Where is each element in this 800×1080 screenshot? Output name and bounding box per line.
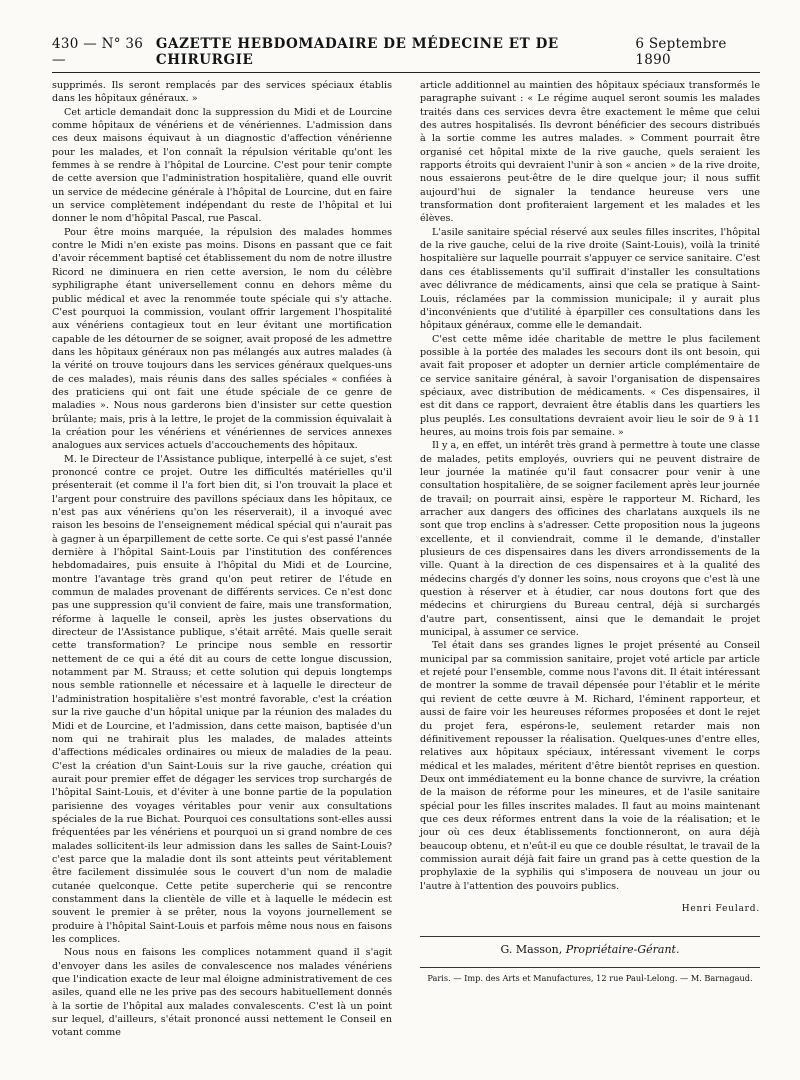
left-column (52, 79, 392, 1040)
author-signature: Henri Feulard. (681, 903, 760, 914)
article-paragraph: Il y a, en effet, un intérêt très grand à permettre à toute une classe de malades, petits employés, ouvriers qui ne peuvent distraire de leur journée la matinée qu'il faut consacrer pour venir à une consultation hospitalière, de se soigner facilement après leur journée de travail; on pourrait ainsi, espère le rapporteur M. Richard, les arracher aux dangers des officines des charlatans auxquels ils ne sont que trop enclins à s'adresser. Cette proposition nous la jugeons excellente, et il conviendrait, comme il le demande, d'installer plusieurs de ces dispensaires dans les divers arrondissements de la ville. Quant à la direction de ces dispensaires et à la qualité des médecins chargés d'y donner les soins, nous croyons que c'est là une question à réserver et à étudier, car nous doutons fort que des médecins et chirurgiens du Bureau central, déjà si surchargés d'autre part, consentissent, ainsi que le demandait le projet municipal, à assumer ce service. (420, 440, 760, 639)
article-paragraph: Nous nous en faisons les complices notamment quand il s'agit d'envoyer dans les asiles de convalescence nos malades vénériens que l'indication exacte de leur mal éloigne administrativement de ces asiles, quand elle ne les prive pas des secours habituellement donnés à la sortie de l'hôpital aux malades convalescents. C'est là un point sur lequel, d'ailleurs, s'était prononcé aussi nettement le Conseil en votant comme (52, 947, 392, 1039)
manager-name: G. Masson, (500, 943, 563, 957)
page-number: 430 — N° 36 — (52, 36, 144, 68)
article-paragraph: L'asile sanitaire spécial réservé aux seules filles inscrites, l'hôpital de la rive gauche, celui de la rive droite (Saint-Louis), voilà la trinité hospitalière sur laquelle pourrait s'appuyer ce service sanitaire. C'est dans ces établissements qu'il suffirait d'installer les consultations avec délivrance de médicaments, ainsi que cela se pratique à Saint-Louis, réclamées par la commission municipale; il y aurait plus d'inconvénients que d'utilité à éparpiller ces consultations dans les hôpitaux généraux, comme elle le demandait. (420, 226, 760, 332)
footer-rule (420, 936, 760, 937)
manager-line (420, 943, 760, 956)
manager-title: Propriétaire-Gérant. (565, 943, 680, 957)
article-paragraph: Pour être moins marquée, la répulsion des malades hommes contre le Midi n'en existe pas moins. Disons en passant que ce fait d'avoir récemment baptisé cet établissement du nom de notre illustre Ricord ne diminuera en rien cette aversion, le nom du célèbre syphiligraphe étant universellement connu en dehors même du public médical et avec la renommée toute spéciale qui s'y attache. C'est pourquoi la commission, voulant offrir largement l'hospitalité aux vénériens contagieux tout en leur évitant une mortification capable de les détourner de se soigner, avait proposé de les admettre dans les hôpitaux généraux non pas mélangés aux autres malades (à la vérité on trouve toujours dans les services généraux quelques-uns de ces malades), mais réunis dans des salles spéciales « confiées à des praticiens qui ont fait une étude spéciale de ce genre de maladies ». Nous nous garderons bien d'insister sur cette question brûlante; mais, pris à la lettre, le projet de la commission équivalait à la création pour les vénériens et vénériennes de services annexes analogues aux services actuels d'accouchements des hôpitaux. (52, 226, 393, 452)
right-column-text (420, 79, 760, 893)
journal-title: GAZETTE HEBDOMADAIRE DE MÉDECINE ET DE CHIRURGIE (155, 36, 559, 68)
issue-date: 6 Septembre 1890 (635, 36, 727, 68)
article-paragraph: C'est cette même idée charitable de mettre le plus facilement possible à la portée des malades les secours dont ils ont besoin, qui avait fait proposer et adopter un dernier article complémentaire de ce service sanitaire général, à savoir l'organisation de dispensaires spéciaux, avec distribution de médicaments. « Ces dispensaires, il est dit dans ce rapport, devraient être établis dans les quartiers les plus peuplés. Les consultations devraient avoir lieu le soir de 9 à 11 heures, au moins trois fois par semaine. » (420, 333, 760, 438)
article-paragraph: Cet article demandait donc la suppression du Midi et de Lourcine comme hôpitaux de vénériens et de vénériennes. L'admission dans ces deux maisons équivaut à un diagnostic d'affection vénérienne pour les malades, et l'on connaît la répulsion véritable qu'ont les femmes à se rendre à l'hôpital de Lourcine. C'est pour tenir compte de cette aversion que l'administration hospitalière, quand elle ouvrit un service de médecine générale à l'hôpital de Lourcine, dut en faire un service complètement indépendant du reste de l'hôpital et lui donner le nom d'hôpital Pascal, rue Pascal. (52, 106, 392, 225)
article-paragraph: article additionnel au maintien des hôpitaux spéciaux transformés le paragraphe suivant : « Le régime auquel seront soumis les malades traités dans ces services devra être exactement le même que celui des autres hospitalisés. Ils devront bénéficier des secours distribués à la sortie comme les autres malades. » Comment pourrait être organisé cet hôpital mixte de la rive gauche, quels seraient les rapports étroits qui devraient l'unir à son « ancien » de la rive droite, nous essaierons peut-être de le dire quelque jour; il nous suffit aujourd'hui de signaler la tendance heureuse vers une transformation dont profiteraient largement et les malades et les élèves. (420, 80, 760, 225)
printer-line: Paris. — Imp. des Arts et Manufactures, 12 rue Paul-Lelong. — M. Barnagaud. (427, 972, 753, 983)
article-paragraph: supprimés. Ils seront remplacés par des services spéciaux établis dans les hôpitaux généraux. » (52, 80, 392, 105)
page-header (52, 36, 760, 72)
article-paragraph: M. le Directeur de l'Assistance publique, interpellé à ce sujet, s'est prononcé contre ce projet. Outre les difficultés matérielles qu'il présenterait (et comme il l'a fort bien dit, si l'on trouvait la place et l'argent pour construire des pavillons spéciaux dans les hôpitaux, ce n'est pas aux vénériens qu'on les réserverait), il a invoqué avec raison les besoins de l'enseignement médical spécial qui n'aurait pas à gagner à un éparpillement de cette sorte. Ce qui s'est passé l'année dernière à l'hôpital Saint-Louis par l'institution des conférences hebdomadaires, puis ensuite à l'hôpital du Midi et de Lourcine, montre l'avantage très grand qu'on peut retirer de l'étude en commun de malades provenant de différents services. Ce n'est donc pas une suppression qu'il convient de faire, mais une transformation, réforme à laquelle le conseil, après les justes observations du directeur de l'Assistance publique, s'était arrêté. Mais quelle serait cette transformation? Le principe nous semble en ressortir nettement de ce qui a été dit au cours de cette longue discussion, notamment par M. Strauss; et cette solution qui depuis longtemps nous semble rationnelle et nécessaire et à laquelle le directeur de l'administration hospitalière s'est montré favorable, c'est la création sur la rive gauche d'un hôpital unique par la réunion des malades du Midi et de Lourcine, et l'admission, dans cette maison, baptisée d'un nom qui ne trahirait plus les malades, de malades atteints d'affections médicales ordinaires ou mieux de maladies de la peau. C'est la création d'un Saint-Louis sur la rive gauche, création qui aurait pour premier effet de dégager les services trop surchargés de l'hôpital Saint-Louis, et d'éviter à une bonne partie de la population parisienne des voyages véritables pour venir aux consultations spéciales de la rue Bichat. Pourquoi ces consultations sont-elles aussi fréquentées par les vénériens et pourquoi un si grand nombre de ces malades sollicitent-ils leur admission dans les salles de Saint-Louis? c'est parce que la maladie dont ils sont atteints peut véritablement être facilement dissimulée sous le couvert d'un nom de maladie cutanée quelconque. Cette petite supercherie qui se rencontre constamment dans la clientèle de ville et à laquelle le médecin est souvent le premier à se prêter, nous la voyons journellement se produire à l'hôpital Saint-Louis et parfois même nous nous en faisons les complices. (52, 453, 392, 945)
printer-rule (420, 967, 760, 968)
right-column (420, 79, 760, 1040)
article-columns (52, 79, 760, 1040)
article-paragraph: Tel était dans ses grandes lignes le projet présenté au Conseil municipal par sa commission sanitaire, projet voté article par article et rejeté pour l'ensemble, comme nous l'avons dit. Il était intéressant de montrer la somme de travail dépensée pour l'établir et le mérite qui revient de cette œuvre à M. Richard, l'éminent rapporteur, et aussi de faire voir les heureuses réformes proposées et dont le rejet du projet fera, espérons-le, seulement retarder mais non définitivement repousser la réalisation. Quelques-unes d'entre elles, relatives aux hôpitaux spéciaux, intéressant vivement le corps médical et les malades, méritent d'être bientôt reprises en question. Deux ont immédiatement eu la bonne chance de survivre, la création de la maison de réforme pour les mineures, et de l'asile sanitaire spécial pour les filles inscrites malades. Il faut au moins maintenant que ces deux réformes entrent dans la voie de la réalisation; et le jour où ces deux établissements fonctionneront, on aura déjà beaucoup obtenu, et n'eût-il eu que ce double résultat, le travail de la commission aurait déjà fait faire un grand pas à cette question de la prophylaxie de la syphilis qui s'imposera de nouveau un jour ou l'autre à l'attention des pouvoirs publics. (420, 640, 760, 892)
header-rule (52, 72, 760, 73)
